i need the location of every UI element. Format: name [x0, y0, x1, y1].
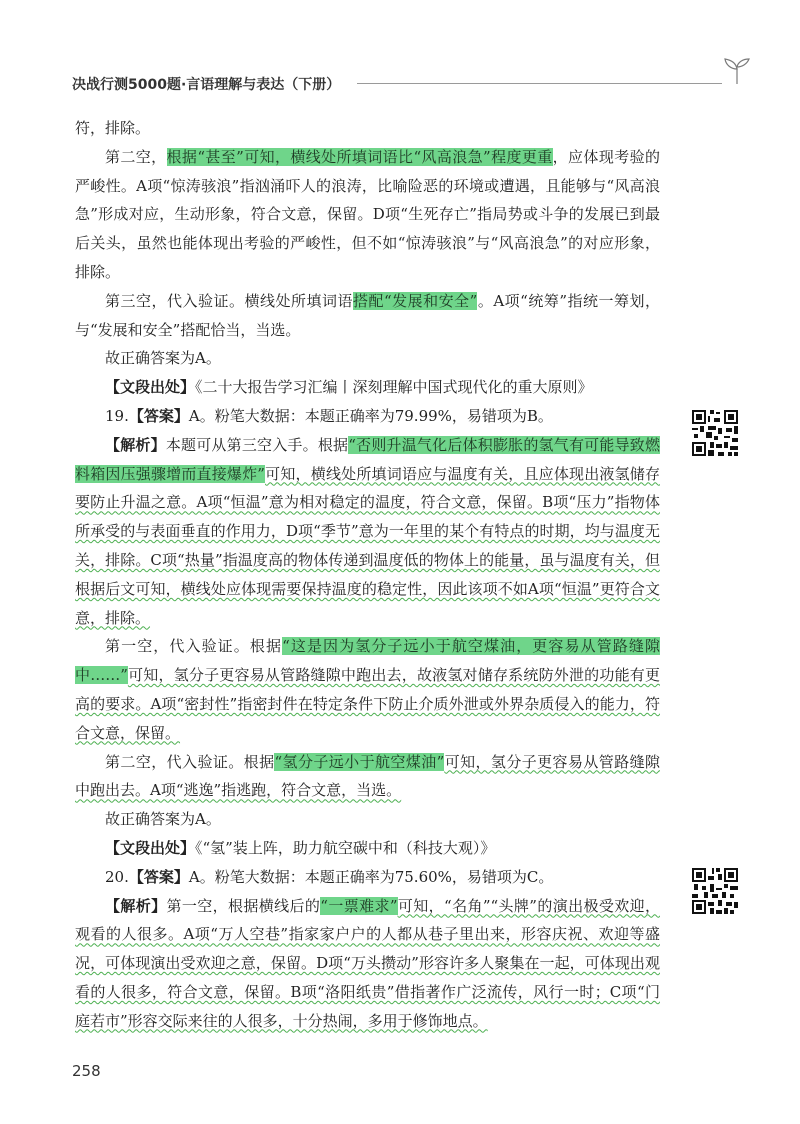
text: 可知，“名角”“头牌”的演出极受欢迎，观看的人很多。A项“万人空巷”指家家户户的人都从巷子里出来，形容庆祝、欢迎等盛况，可体现演出受欢迎之意，保留。D项“万头攒动”形容许多人聚集在一起，可体现出观看的人很多，符合文意，保留。B项“洛阳纸贵”借指著作广泛流传，风行一时；C项“门庭若市”形容交际来往的人很多，十分热闹，多用于修饰地点。 — [75, 896, 660, 1030]
highlight: 搭配“发展和安全” — [353, 291, 478, 310]
answer-text: A。粉笔大数据：本题正确率为79.99%，易错项为B。 — [188, 406, 553, 425]
qr-code-icon[interactable] — [690, 408, 740, 458]
question-number: 20. — [105, 867, 129, 886]
page-header — [72, 72, 752, 100]
source-text: 《“氢”装上阵，助力航空碳中和（科技大观）》 — [195, 838, 496, 857]
answer-label: 【答案】 — [128, 406, 189, 425]
answer-line: 故正确答案为A。 — [105, 810, 221, 829]
text: 可知，氢分子更容易从管路缝隙中跑出去，故液氢对储存系统防外泄的功能有更高的要求。A项“密封性”指密封件在特定条件下防止介质外泄或外界杂质侵入的能力，符合文意，保留。 — [75, 666, 660, 742]
answer-line: 故正确答案为A。 — [105, 349, 221, 368]
answer-label: 【答案】 — [128, 867, 189, 886]
paragraph — [75, 344, 660, 373]
text: 第二空，代入验证。根据 — [105, 752, 275, 771]
text: ，应体现考验的严峻性。A项“惊涛骇浪”指汹涌吓人的浪涛，比喻险恶的环境或遭遇，且能够与“风高浪急”形成对应，生动形象，符合文意，保留。D项“生死存亡”指局势或斗争的发展已到最后关头，虽然也能体现出考验的严峻性，但不如“惊涛骇浪”与“风高浪急”的对应形象，排除。 — [75, 147, 660, 281]
text: 第一空，代入验证。根据 — [105, 637, 283, 656]
answer-header — [75, 402, 660, 431]
answer-text: A。粉笔大数据：本题正确率为75.60%，易错项为C。 — [188, 867, 554, 886]
highlight: “这是因为氢分子远小于航空煤油，更容易从管路缝隙中……” — [75, 637, 660, 685]
text: 符，排除。 — [75, 119, 151, 137]
highlight: 根据“甚至”可知，横线处所填词语比“风高浪急”程度更重 — [166, 147, 553, 166]
text: 。A项“统筹”指统一筹划，与“发展和安全”搭配恰当，当选。 — [75, 291, 661, 339]
qr-code-icon[interactable] — [690, 866, 740, 916]
header-title: 决战行测5000题·言语理解与表达（下册） — [72, 77, 341, 93]
highlight: “一票难求” — [320, 896, 398, 915]
header-rule — [357, 83, 722, 84]
paragraph — [75, 143, 660, 287]
text: 本题可从第三空入手。根据 — [165, 435, 349, 454]
source-text: 《二十大报告学习汇编丨深刻理解中国式现代化的重大原则》 — [195, 378, 593, 397]
text: 可知，氢分子更容易从管路缝隙中跑出去。A项“逃逸”指逃跑，符合文意，当选。 — [75, 752, 660, 800]
source-label: 【文段出处】 — [105, 838, 196, 857]
source-line — [75, 373, 660, 402]
page-body — [75, 114, 660, 1036]
paragraph — [75, 431, 660, 633]
analysis-label: 【解析】 — [105, 896, 167, 915]
highlight: “氢分子远小于航空煤油” — [274, 752, 445, 771]
text: 第一空，根据横线后的 — [166, 896, 321, 915]
page-number: 258 — [72, 1062, 101, 1080]
highlight: “否则升温气化后体积膨胀的氢气有可能导致燃料箱因压强骤增而直接爆炸” — [75, 435, 660, 483]
paragraph — [75, 287, 660, 345]
analysis-label: 【解析】 — [105, 435, 166, 454]
source-label: 【文段出处】 — [105, 378, 196, 397]
paragraph — [75, 805, 660, 834]
question-number: 19. — [105, 406, 129, 425]
text: 可知，横线处所填词语应与温度有关，且应体现出液氢储存要防止升温之意。A项“恒温”意为相对稳定的温度，符合文意，保留。B项“压力”指物体所承受的与表面垂直的作用力，D项“季节”意为一年里的某个有特点的时期，均与温度无关，排除。C项“热量”指温度高的物体传递到温度低的物体上的能量，虽与温度有关，但根据后文可知，横线处应体现需要保持温度的稳定性，因此该项不如A项“恒温”更符合文意，排除。 — [75, 464, 660, 627]
source-line — [75, 834, 660, 863]
text: 第二空， — [105, 147, 167, 166]
paragraph — [75, 892, 660, 1036]
text: 第三空，代入验证。横线处所填词语 — [105, 291, 353, 310]
paragraph — [75, 632, 660, 747]
sprout-icon — [722, 56, 752, 86]
paragraph — [75, 114, 660, 143]
answer-header — [75, 863, 660, 892]
paragraph — [75, 748, 660, 806]
